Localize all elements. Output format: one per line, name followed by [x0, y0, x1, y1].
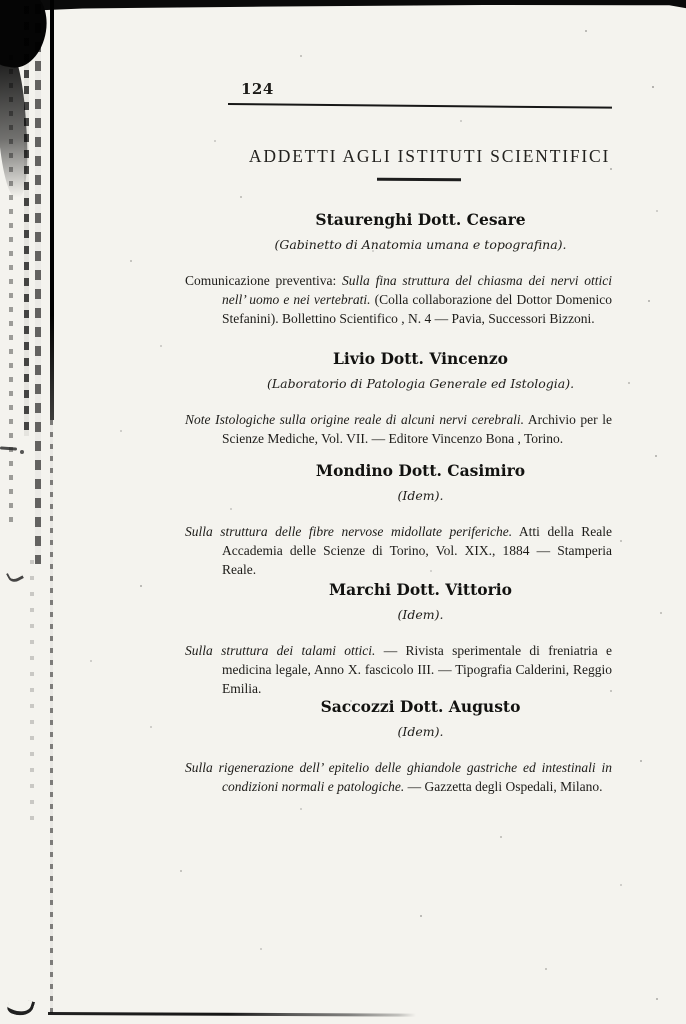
entry-work-title: Sulla struttura dei talami ottici. — [185, 643, 376, 658]
scan-bottom-rule — [48, 1012, 416, 1017]
scan-noise-speckles — [0, 0, 2, 2]
bibliography-entry — [185, 698, 612, 796]
entry-publication — [185, 641, 612, 698]
bibliography-entry — [185, 581, 612, 698]
entry-body-rest: (Colla collaborazione del Dottor Domenico Stefanini). Bollettino Scientifico , N. 4 — Pavia, Successori Bizzoni. — [222, 292, 612, 326]
scan-gutter-streak — [24, 6, 29, 436]
entry-body-rest: Archivio per le Scienze Mediche, Vol. VII. — Editore Vincenzo Bona , Torino. — [222, 412, 612, 446]
page-title: ADDETTI AGLI ISTITUTI SCIENTIFICI — [248, 146, 611, 166]
entry-affiliation: (Laboratorio di Patologia Generale ed Istologia). — [266, 376, 575, 391]
entry-affiliation: (Idem). — [397, 607, 444, 622]
entry-work-title: Sulla struttura delle fibre nervose midollate periferiche. — [185, 524, 513, 539]
entry-work-title: Sulla rigenerazione dell’ epitelio delle ghiandole gastriche ed intestinali in condizioni normali e patologiche. — [185, 760, 612, 794]
entry-body-lead: Comunicazione preventiva: — [185, 273, 343, 288]
entry-affiliation: (Gabinetto di Anatomia umana e topografina). — [274, 237, 567, 252]
entry-author-name: Marchi Dott. Vittorio — [329, 580, 512, 599]
bibliography-entry — [185, 211, 612, 328]
entry-work-title: Note Istologiche sulla origine reale di alcuni nervi cerebrali. — [185, 412, 524, 427]
margin-pen-dot — [20, 450, 24, 454]
entry-author-name: Livio Dott. Vincenzo — [333, 349, 508, 368]
entry-author-name: Mondino Dott. Casimiro — [315, 461, 526, 480]
entry-author-name: Staurenghi Dott. Cesare — [315, 210, 526, 229]
entry-publication — [185, 271, 613, 328]
title-rule — [377, 178, 461, 181]
bibliography-entry — [185, 462, 612, 579]
scan-gutter-line — [50, 0, 54, 420]
scan-gutter-line-dotted — [50, 420, 53, 1015]
scan-gutter-streak — [30, 560, 34, 820]
scan-gutter-streak — [9, 55, 13, 525]
entry-publication — [185, 410, 612, 448]
scan-gutter-streak — [35, 4, 41, 564]
margin-pen-mark — [0, 446, 17, 450]
entry-body-rest: — Gazzetta degli Ospedali, Milano. — [404, 779, 603, 794]
entry-publication — [185, 758, 612, 796]
entry-work-title: Sulla fina struttura del chiasma dei nervi ottici nell’ uomo e nei vertebrati. — [222, 273, 613, 307]
entry-author-name: Saccozzi Dott. Augusto — [320, 697, 521, 716]
entry-affiliation: (Idem). — [397, 488, 444, 503]
entry-publication — [185, 522, 612, 579]
page-header — [185, 80, 612, 98]
entry-body-rest: — Rivista sperimentale di freniatria e medicina legale, Anno X. fascicolo III. — Tipografia Calderini, Reggio Emilia. — [222, 643, 612, 696]
bibliography-entry — [185, 350, 612, 448]
margin-pen-scribble — [6, 567, 24, 584]
header-rule — [228, 103, 612, 109]
bottom-pen-mark — [6, 995, 35, 1020]
entry-body-rest: Atti della Reale Accademia delle Scienze di Torino, Vol. XIX., 1884 — Stamperia Reale. — [222, 524, 612, 577]
entry-affiliation: (Idem). — [397, 724, 444, 739]
scan-top-edge — [0, 0, 686, 12]
page-number: 124 — [241, 80, 274, 98]
